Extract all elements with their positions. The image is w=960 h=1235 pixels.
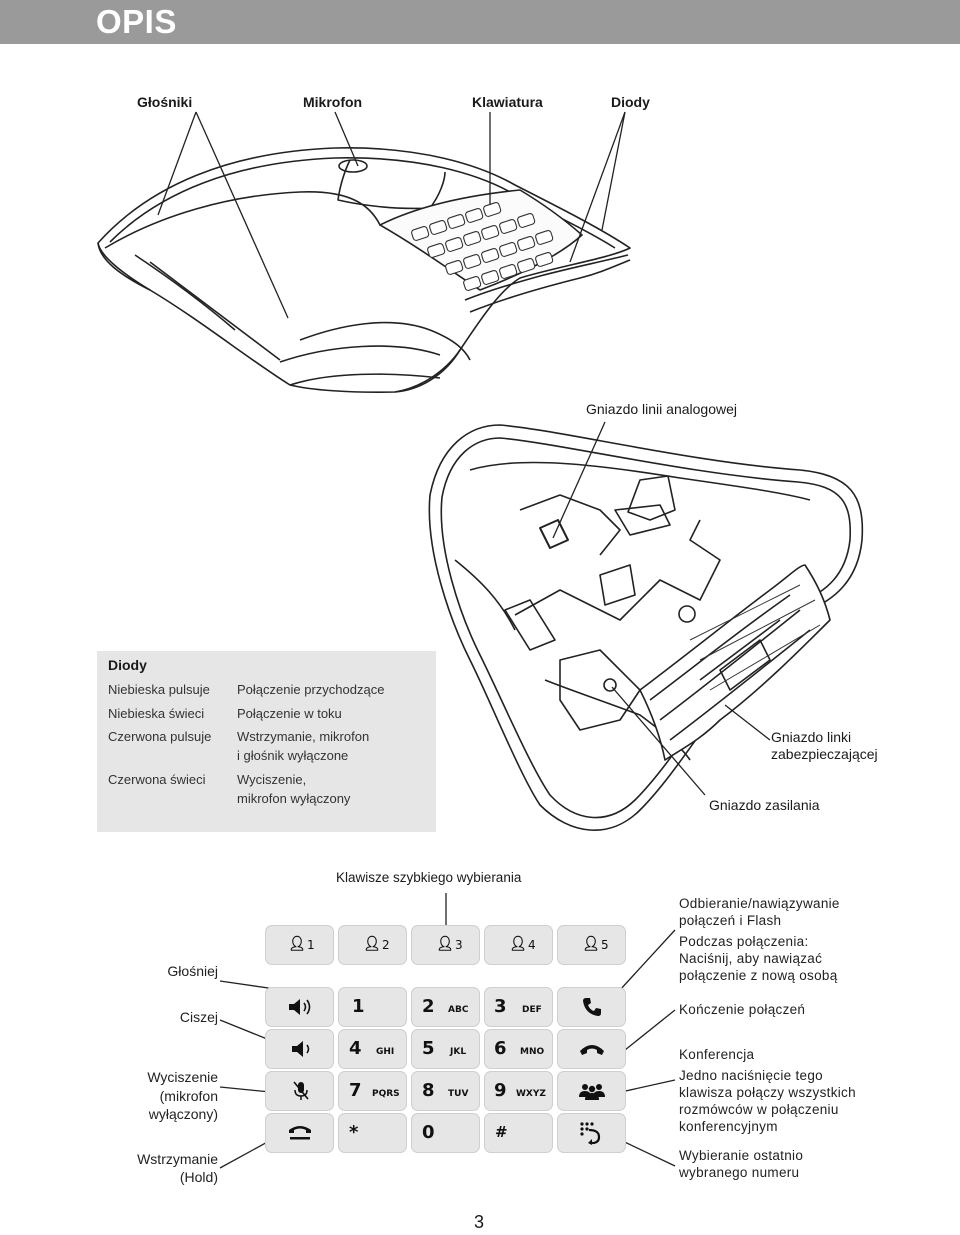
digit-key[interactable]: [484, 1113, 553, 1153]
label-answer-2: połączeń i Flash: [679, 913, 782, 928]
label-during-3: połączenie z nową osobą: [679, 968, 838, 983]
phone-answer-icon: [581, 996, 603, 1018]
legend-meaning: Wyciszenie,: [237, 772, 307, 787]
digit-label: 1: [352, 996, 365, 1017]
digit-label: 2: [422, 996, 435, 1017]
conference-button[interactable]: [557, 1071, 626, 1111]
person-icon: 👤︎: [288, 936, 306, 952]
label-security-line-2: zabezpieczającej: [771, 746, 878, 762]
microphone-muted-icon: [291, 1080, 311, 1102]
label-analog-line: Gniazdo linii analogowej: [586, 401, 737, 417]
digit-label: 4: [349, 1038, 362, 1059]
digit-label: #: [495, 1123, 508, 1141]
label-conference-title: Konferencja: [679, 1047, 755, 1062]
digit-letters: TUV: [448, 1089, 469, 1099]
digit-key[interactable]: [411, 1113, 480, 1153]
label-mute-2: (mikrofon: [159, 1088, 218, 1104]
label-answer-1: Odbieranie/nawiązywanie: [679, 896, 840, 911]
label-redial-2: wybranego numeru: [679, 1165, 800, 1180]
digit-key[interactable]: [484, 987, 553, 1027]
digit-letters: ABC: [448, 1005, 469, 1015]
legend-state: Niebieska świeci: [108, 706, 205, 721]
label-during-2: Naciśnij, aby nawiązać: [679, 951, 823, 966]
label-hold-2: (Hold): [179, 1169, 218, 1185]
digit-key[interactable]: [338, 987, 407, 1027]
person-icon: 👤︎: [582, 936, 600, 952]
speed-dial-number: 3: [455, 938, 463, 952]
speed-dial-key[interactable]: [411, 925, 480, 965]
label-speakers: Głośniki: [137, 94, 193, 110]
label-conference-2: klawisza połączy wszystkich: [679, 1085, 856, 1100]
legend-meaning: Połączenie przychodzące: [237, 682, 385, 697]
keypad: [265, 925, 627, 1169]
label-conference-3: rozmówców w połączeniu: [679, 1102, 839, 1117]
page-number: 3: [474, 1212, 485, 1232]
digit-label: 0: [422, 1122, 435, 1143]
volume-down-icon: [290, 1039, 314, 1059]
label-security-line-1: Gniazdo linki: [771, 729, 852, 745]
label-redial-1: Wybieranie ostatnio: [679, 1148, 804, 1163]
label-mute-3: wyłączony): [148, 1106, 218, 1122]
redial-icon: [579, 1121, 603, 1145]
digit-letters: GHI: [376, 1047, 395, 1057]
speed-dial-number: 5: [601, 938, 609, 952]
digit-label: 9: [494, 1080, 507, 1101]
label-end-call: Kończenie połączeń: [679, 1002, 806, 1017]
speed-dial-key[interactable]: [265, 925, 334, 965]
volume-down-button[interactable]: [265, 1029, 334, 1069]
label-hold-1: Wstrzymanie: [137, 1151, 218, 1167]
label-louder: Głośniej: [167, 963, 218, 979]
label-leds: Diody: [611, 94, 650, 110]
label-power: Gniazdo zasilania: [709, 797, 820, 813]
digit-label: 6: [494, 1038, 507, 1059]
label-during-1: Podczas połączenia:: [679, 934, 809, 949]
mute-button[interactable]: [265, 1071, 334, 1111]
redial-button[interactable]: [557, 1113, 626, 1153]
legend-state: Czerwona świeci: [108, 772, 206, 787]
digit-label: 7: [349, 1080, 362, 1101]
digit-letters: MNO: [520, 1047, 545, 1057]
legend-meaning-cont: mikrofon wyłączony: [237, 791, 351, 806]
speed-dial-key[interactable]: [338, 925, 407, 965]
label-speed-dial: Klawisze szybkiego wybierania: [336, 870, 522, 885]
digit-label: 3: [494, 996, 507, 1017]
label-keypad: Klawiatura: [472, 94, 543, 110]
legend-title: Diody: [108, 657, 147, 673]
speed-dial-number: 1: [307, 938, 315, 952]
digit-letters: WXYZ: [516, 1089, 546, 1099]
digit-key[interactable]: [484, 1071, 553, 1111]
legend-meaning: Połączenie w toku: [237, 706, 342, 721]
speed-dial-number: 4: [528, 938, 536, 952]
label-conference-1: Jedno naciśnięcie tego: [679, 1068, 823, 1083]
label-conference-4: konferencyjnym: [679, 1119, 778, 1134]
hold-icon: [287, 1124, 313, 1142]
digit-key[interactable]: [411, 1071, 480, 1111]
page-title: OPIS: [96, 3, 177, 40]
conference-icon: [578, 1082, 606, 1100]
digit-key[interactable]: [411, 987, 480, 1027]
legend-state: Niebieska pulsuje: [108, 682, 210, 697]
hold-button[interactable]: [265, 1113, 334, 1153]
volume-up-icon: [287, 997, 315, 1017]
digit-letters: PQRS: [372, 1089, 400, 1099]
volume-up-button[interactable]: [265, 987, 334, 1027]
digit-label: *: [349, 1122, 359, 1143]
label-microphone: Mikrofon: [303, 94, 363, 110]
speed-dial-key[interactable]: [557, 925, 626, 965]
digit-key[interactable]: [338, 1029, 407, 1069]
digit-letters: JKL: [450, 1047, 467, 1057]
answer-button[interactable]: [557, 987, 626, 1027]
digit-key[interactable]: [338, 1071, 407, 1111]
end-call-button[interactable]: [557, 1029, 626, 1069]
label-quieter: Ciszej: [179, 1009, 218, 1025]
person-icon: 👤︎: [509, 936, 527, 952]
legend-meaning-cont: i głośnik wyłączone: [237, 748, 349, 763]
digit-key[interactable]: [411, 1029, 480, 1069]
label-mute-1: Wyciszenie: [147, 1069, 218, 1085]
speed-dial-key[interactable]: [484, 925, 553, 965]
person-icon: 👤︎: [436, 936, 454, 952]
legend-state: Czerwona pulsuje: [108, 729, 212, 744]
digit-key[interactable]: [484, 1029, 553, 1069]
speed-dial-number: 2: [382, 938, 390, 952]
legend-meaning: Wstrzymanie, mikrofon: [237, 729, 370, 744]
digit-key[interactable]: [338, 1113, 407, 1153]
digit-letters: DEF: [522, 1005, 542, 1015]
person-icon: 👤︎: [363, 936, 381, 952]
phone-hangup-icon: [578, 1041, 606, 1057]
digit-label: 5: [422, 1038, 435, 1059]
digit-label: 8: [422, 1080, 435, 1101]
